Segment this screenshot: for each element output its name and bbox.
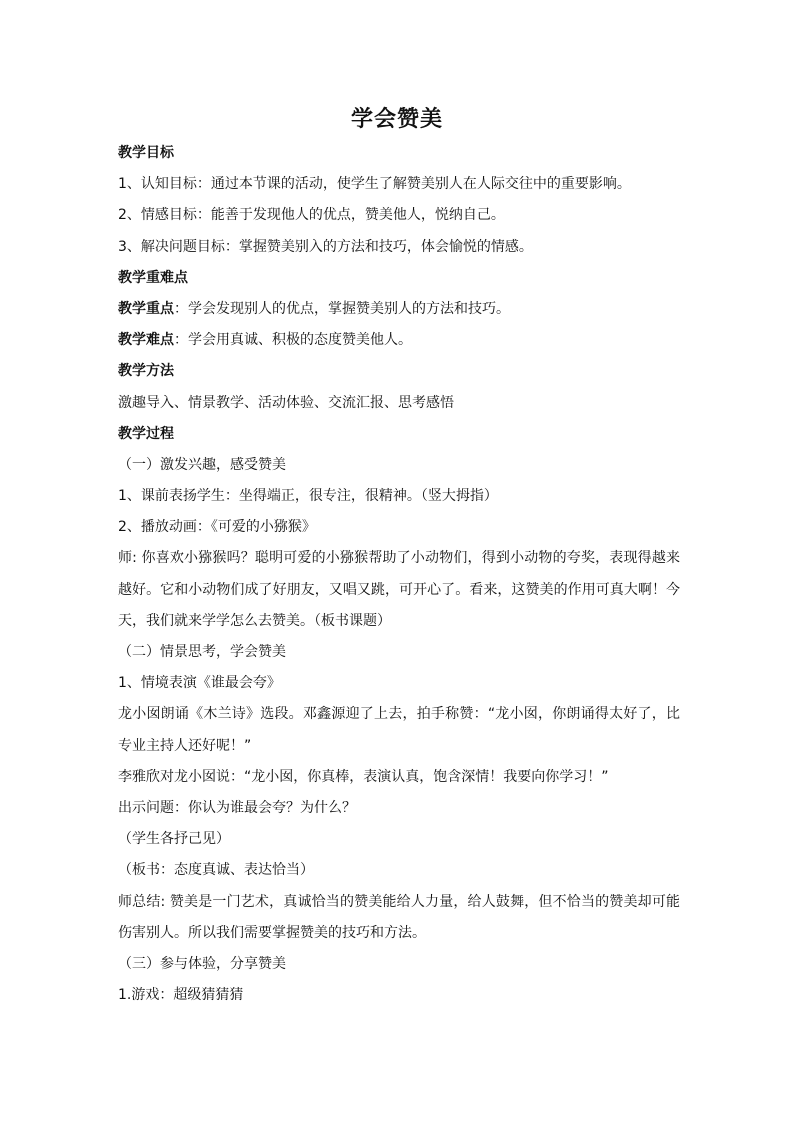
goal-item-3: 3、解决问题目标：掌握赞美别入的方法和技巧，体会愉悦的情感。 bbox=[118, 238, 533, 255]
discussion-question: 出示问题：你认为谁最会夸？为什么？ bbox=[118, 800, 356, 817]
process-part-1-item-2: 2、播放动画：《可爱的小猕猴》 bbox=[118, 519, 316, 536]
difficulty-text: ：学会用真诚、积极的态度赞美他人。 bbox=[174, 332, 412, 349]
process-part-2: （二）情景思考，学会赞美 bbox=[118, 644, 286, 661]
process-part-2-item-1: 1、情境表演《谁最会夸》 bbox=[118, 675, 281, 692]
section-heading-process: 教学过程 bbox=[118, 425, 174, 442]
student-views-note: （学生各抒己见） bbox=[118, 831, 230, 848]
goal-item-2: 2、情感目标：能善于发现他人的优点，赞美他人，悦纳自己。 bbox=[118, 207, 505, 224]
section-heading-method: 教学方法 bbox=[118, 363, 174, 380]
scene-paragraph-1: 龙小囡朗诵《木兰诗》选段。邓鑫源迎了上去，拍手称赞：“龙小囡，你朗诵得太好了，比专业主持人还好呢！” bbox=[118, 706, 680, 754]
goal-item-1: 1、认知目标：通过本节课的活动，使学生了解赞美别人在人际交往中的重要影响。 bbox=[118, 176, 631, 193]
section-heading-goals: 教学目标 bbox=[118, 145, 174, 161]
document-body bbox=[118, 138, 680, 1011]
difficulty-line bbox=[118, 325, 680, 356]
teacher-paragraph-1: 师: 你喜欢小猕猴吗？聪明可爱的小猕猴帮助了小动物们，得到小动物的夸奖，表现得越来越好。它和小动物们成了好朋友，又唱又跳，可开心了。看来，这赞美的作用可真大啊！今天，我们就来学学怎么去赞美。（板书课题） bbox=[118, 550, 680, 629]
key-point-line bbox=[118, 294, 680, 325]
key-point-text: ：学会发现别人的优点，掌握赞美别人的方法和技巧。 bbox=[174, 300, 510, 317]
teacher-summary: 师总结: 赞美是一门艺术，真诚恰当的赞美能给人力量，给人鼓舞，但不恰当的赞美却可能伤害别人。所以我们需要掌握赞美的技巧和方法。 bbox=[118, 893, 680, 941]
section-heading-key-points: 教学重难点 bbox=[118, 269, 188, 286]
key-point-label: 教学重点 bbox=[118, 300, 174, 317]
method-text: 激趣导入、情景教学、活动体验、交流汇报、思考感悟 bbox=[118, 394, 454, 411]
page-title: 学会赞美 bbox=[350, 107, 443, 132]
process-part-1: （一）激发兴趣，感受赞美 bbox=[118, 456, 286, 473]
scene-paragraph-2: 李雅欣对龙小囡说：“龙小囡，你真棒，表演认真，饱含深情！我要向你学习！” bbox=[118, 768, 609, 785]
process-part-1-item-1: 1、课前表扬学生：坐得端正，很专注，很精神。（竖大拇指） bbox=[118, 488, 498, 505]
process-part-3-item-1: 1.游戏：超级猜猜猜 bbox=[118, 987, 244, 1004]
process-part-3: （三）参与体验，分享赞美 bbox=[118, 955, 286, 972]
difficulty-label: 教学难点 bbox=[118, 332, 174, 349]
board-note: （板书：态度真诚、表达恰当） bbox=[118, 862, 314, 879]
